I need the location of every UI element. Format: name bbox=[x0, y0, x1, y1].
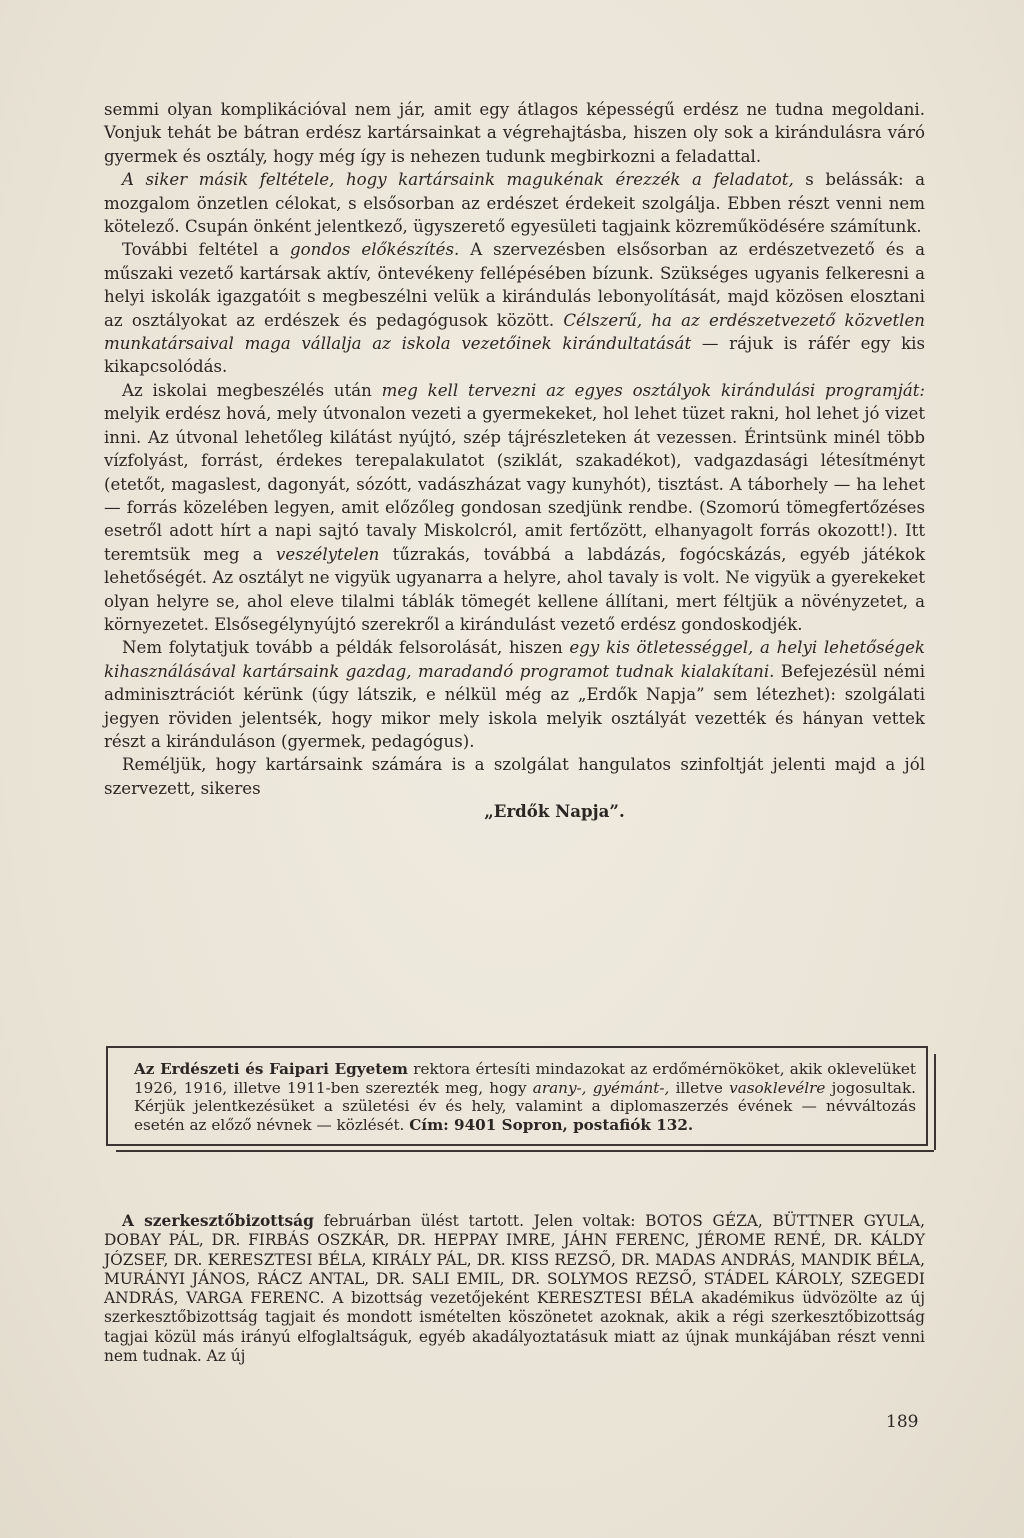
text-run: semmi olyan komplikációval nem jár, amit egy átlagos képességű erdész ne tudna megoldani. Vonjuk tehát be bátran erdész kartársainkat a végrehajtásba, hiszen oly sok a kirándulásra váró gyermek és osztály, hogy még így is nehezen tudunk megbirkozni a feladattal. bbox=[104, 100, 925, 166]
article-paragraph bbox=[104, 98, 925, 168]
emphasized-text: arany-, gyémánt-, bbox=[532, 1078, 670, 1097]
text-run: jogosultak. Kérjük jelentkezésüket a születési év és hely, valamint a diplomaszerzés évének — névváltozás esetén az előző névnek — közlését. bbox=[134, 1078, 917, 1134]
emphasized-text: A siker másik feltétele, hogy kartársaink magukénak érezzék a feladatot, bbox=[122, 170, 794, 190]
text-run: melyik erdész hová, mely útvonalon vezeti a gyermekeket, hol lehet tüzet rakni, hol lehet jó vizet inni. Az útvonal lehetőleg kilátást nyújtó, szép tájrészleteken át vezessen. Érintsünk minél több vízfolyást, forrást, érdekes terepalakulatot (sziklát, szakadékot), vadgazdasági létesítményt (etetőt, magaslest, dagonyát, sózótt, vadászházat vagy kunyhót), tisztást. A táborhely — ha lehet — forrás közelében legyen, amit előzőleg gondosan szedjünk rendbe. (Szomorú tömegfertőzéses esetről adott hírt a napi sajtó tavaly Miskolcról, amit fertőzött, elhanyagolt forrás okozott!). Itt teremtsük meg a bbox=[104, 404, 925, 564]
notice-text bbox=[134, 1060, 916, 1134]
bold-text: Az Erdészeti és Faipari Egyetem bbox=[134, 1060, 409, 1078]
emphasized-text: egy kis ötletességgel, a helyi lehetőségek kihasználásával kartársaink gazdag, maradandó programot tudnak kialakítani. bbox=[104, 638, 925, 681]
text-run: Az iskolai megbeszélés után bbox=[122, 380, 382, 400]
notice-border-bottom bbox=[116, 1150, 934, 1152]
emphasized-text: meg kell tervezni az egyes osztályok kirándulási programját: bbox=[381, 380, 925, 400]
emphasized-text: vasoklevélre bbox=[729, 1078, 826, 1097]
notice-border-right bbox=[934, 1054, 936, 1150]
text-run: tűzrakás, továbbá a labdázás, fogócskázás, egyéb játékok lehetőségét. Az osztályt ne vigyük ugyanarra a helyre, ahol tavaly is volt. Ne vigyük a gyerekeket olyan helyre se, ahol eleve tilalmi táblák tömegét kellene állítani, mert féltjük a növényzetet, a környezetet. Elsősegélynyújtó szerekről a kirándulást vezető erdész gondoskodjék. bbox=[104, 544, 925, 634]
text-run: További feltétel a bbox=[122, 240, 290, 260]
emphasized-text: Célszerű, ha az erdészetvezető közvetlen munkatársaival maga vállalja az iskola vezetőinek kirándultatását bbox=[104, 310, 925, 354]
text-run: Befejezésül némi adminisztrációt kérünk (úgy látszik, e nélkül még az „Erdők Napja” sem létezhet): szolgálati jegyen röviden jelentsék, hogy mikor mely iskola melyik osztályát vezették és hányan vettek részt a kiránduláson (gyermek, pedagógus). bbox=[104, 661, 925, 751]
text-run: Reméljük, hogy kartársaink számára is a szolgálat hangulatos szinfoltját jelenti majd a jól szervezett, sikeres bbox=[104, 755, 925, 798]
closing-title: „Erdők Napja”. bbox=[484, 801, 625, 822]
university-notice-box bbox=[106, 1046, 928, 1146]
text-run: A szervezésben elsősorban az erdészetvezető és a műszaki vezető kartársak aktív, öntevékeny fellépésében bízunk. Szükséges ugyanis felkeresni a helyi iskolák igazgatóit s megbeszélni velük a kirándulás lebonyolítását, majd közösen elosztani az osztályokat az erdészek és pedagógusok között. bbox=[104, 240, 925, 330]
text-run: februárban ülést tartott. Jelen voltak: BOTOS GÉZA, BÜTTNER GYULA, DOBAY PÁL, DR. FIRBÁS OSZKÁR, DR. HEPPAY IMRE, JÁHN FERENC, JÉROME RENÉ, DR. KÁLDY JÓZSEF, DR. KERESZTESI BÉLA, KIRÁLY PÁL, DR. KISS REZSŐ, DR. MADAS ANDRÁS, MANDIK BÉLA, MURÁNYI JÁNOS, RÁCZ ANTAL, DR. SALI EMIL, DR. SOLYMOS REZSŐ, STÁDEL KÁROLY, SZEGEDI ANDRÁS, VARGA FERENC. A bizottság vezetőjeként KERESZTESI BÉLA akadémikus üdvözölte az új szerkesztőbizottság tagjait és mondott ismételten köszönetet azoknak, akik a régi szerkesztőbizottság tagjai közül más irányú elfoglaltságuk, egyéb akadályoztatásuk miatt az újnak munkájában részt venni nem tudnak. Az új bbox=[104, 1212, 926, 1366]
emphasized-text: veszélytelen bbox=[276, 544, 380, 564]
committee-text bbox=[104, 1212, 925, 1366]
article-paragraph bbox=[104, 238, 925, 378]
text-run: Nem folytatjuk tovább a példák felsorolását, hiszen bbox=[122, 638, 570, 658]
text-run: rektora értesíti mindazokat az erdőmérnököket, akik oklevelüket 1926, 1916, illetve 1911-ben szerezték meg, hogy bbox=[134, 1060, 916, 1097]
article-paragraph bbox=[104, 168, 925, 238]
page-number: 189 bbox=[886, 1412, 919, 1432]
article-paragraph bbox=[104, 636, 925, 753]
emphasized-text: gondos előkészítés. bbox=[289, 240, 460, 260]
text-run: s belássák: a mozgalom önzetlen célokat, s elsősorban az erdészet érdekeit szolgálja. Ebben részt venni nem kötelező. Csupán önként jelentkező, ügyszerető egyesületi tagjaink közreműködésére számítunk. bbox=[104, 170, 925, 237]
text-run: illetve bbox=[669, 1078, 730, 1097]
bold-text: A szerkesztőbizottság bbox=[122, 1212, 314, 1230]
editorial-committee-section bbox=[104, 1212, 925, 1366]
article-paragraph bbox=[104, 379, 925, 636]
main-article-text bbox=[104, 98, 925, 824]
text-run: — rájuk is ráfér egy kis kikapcsolódás. bbox=[104, 334, 925, 377]
article-paragraph bbox=[104, 753, 925, 800]
bold-text: Cím: 9401 Sopron, postafiók 132. bbox=[409, 1115, 694, 1134]
